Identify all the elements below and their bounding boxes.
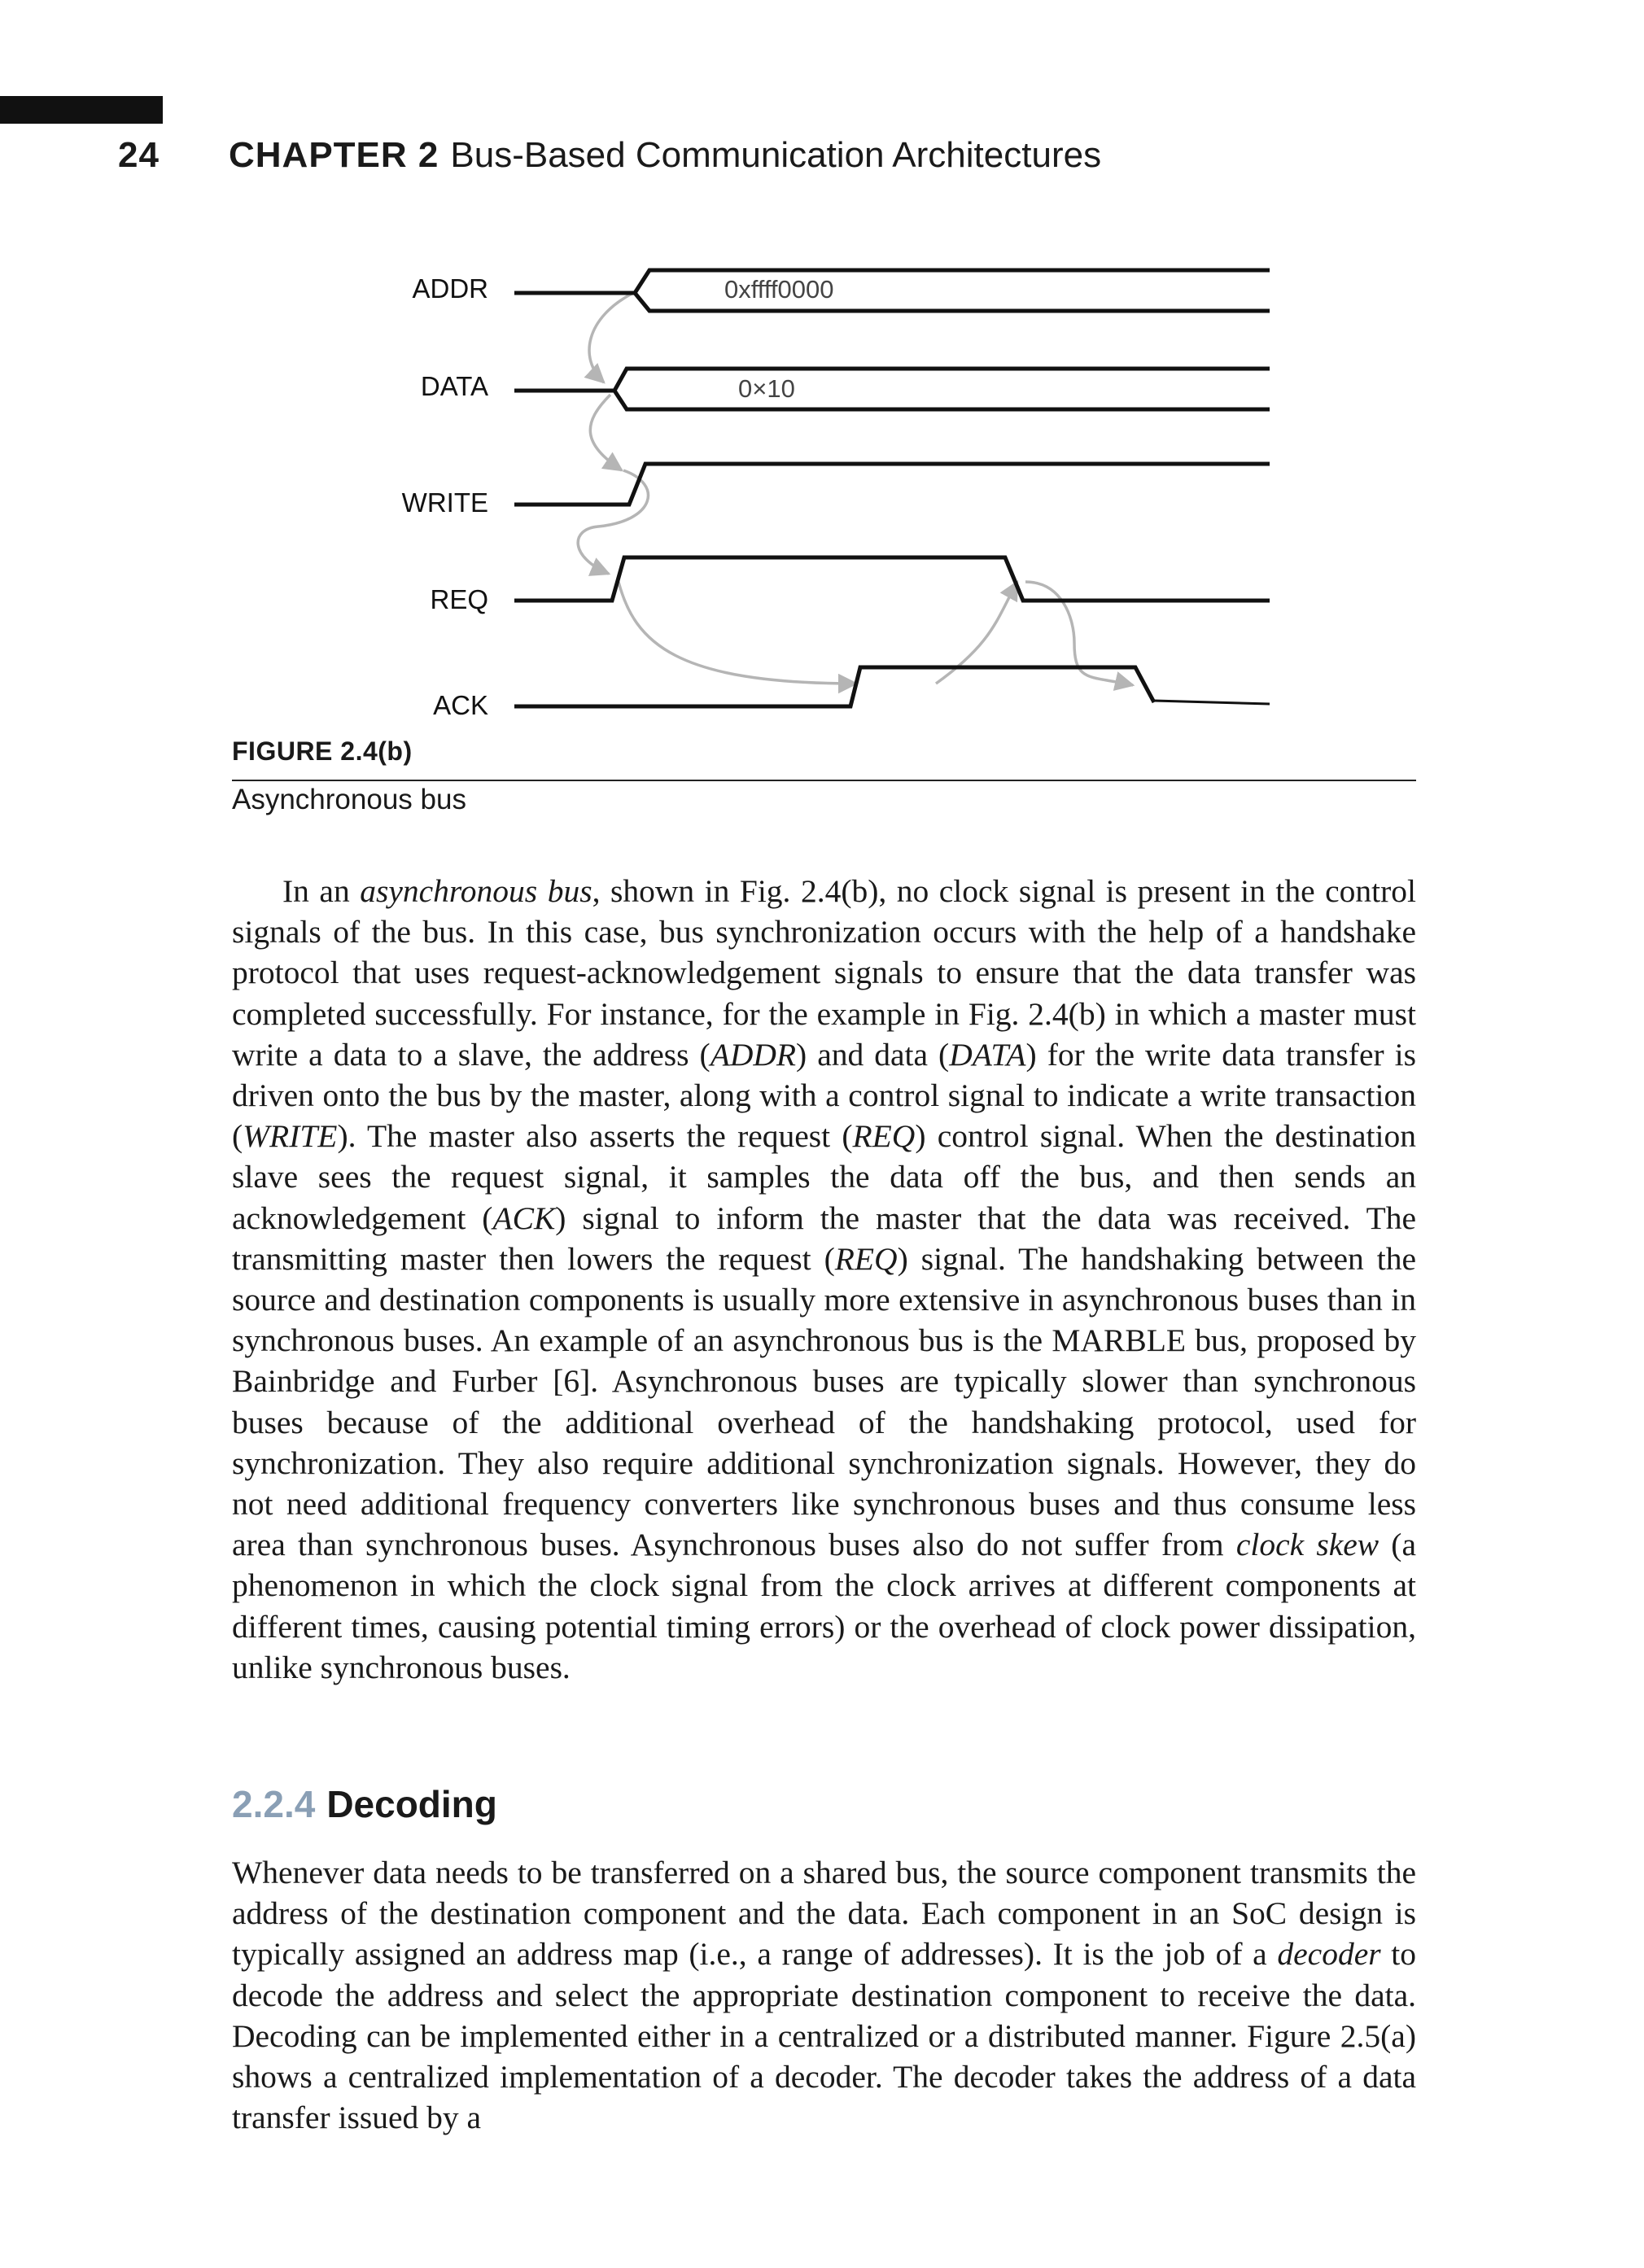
- write-wave: [514, 464, 1270, 505]
- chapter-tab-marker: [0, 96, 163, 124]
- section-heading: [232, 1782, 497, 1826]
- signal-label-addr: ADDR: [412, 273, 488, 304]
- timing-diagram-graphic: [374, 260, 1270, 732]
- data-wave-lower: [614, 391, 1270, 409]
- addr-bus-value: 0xffff0000: [724, 275, 834, 304]
- timing-diagram: [374, 260, 1270, 732]
- addr-wave-upper: [514, 270, 1270, 293]
- page-number: 24: [118, 135, 160, 175]
- signal-label-write: WRITE: [401, 487, 488, 518]
- arrow-data-to-write: [590, 395, 622, 470]
- paragraph-decoding: Whenever data needs to be transferred on a shared bus, the source component transmits the address of the destination component and the data. Each component in an SoC design is typically assigned an address map (i.e., a range of addresses). It is the job of a decoder to decode the address and select the appropriate destination component to receive the data. Decoding can be implemented either in a centralized or a distributed manner. Figure 2.5(a) shows a centralized implementation of a decoder. The decoder takes the address of a data transfer issued by a: [232, 1855, 1416, 2136]
- chapter-title: Bus-Based Communication Architectures: [450, 135, 1102, 175]
- ack-wave: [514, 667, 1154, 706]
- ack-wave-tail: [1154, 701, 1270, 704]
- running-header: [118, 135, 1101, 184]
- handshake-arrows: [578, 293, 1133, 685]
- req-wave: [514, 557, 1270, 601]
- data-bus-value: 0×10: [738, 374, 795, 403]
- signal-label-data: DATA: [420, 371, 488, 401]
- signal-label-ack: ACK: [433, 690, 488, 720]
- arrow-req-to-ack: [619, 582, 856, 684]
- figure-rule: [232, 780, 1416, 781]
- waveforms: [514, 270, 1270, 706]
- paragraph-asynchronous-bus: In an asynchronous bus, shown in Fig. 2.4(b), no clock signal is present in the control signals of the bus. In this case, bus synchronization occurs with the help of a handshake protocol that uses request-acknowledgement signals to ensure that the data transfer was completed successfully. For instance, for the example in Fig. 2.4(b) in which a master must write a data to a slave, the address (ADDR) and data (DATA) for the write data transfer is driven onto the bus by the master, along with a control signal to indicate a write transaction (WRITE). The master also asserts the request (REQ) control signal. When the destination slave sees the request signal, it samples the data off the bus, and then sends an acknowledgement (ACK) signal to inform the master that the data was received. The transmitting master then lowers the request (REQ) signal. The handshaking between the source and destination components is usually more extensive in asynchronous buses than in synchronous buses. An example of an asynchronous bus is the MARBLE bus, proposed by Bainbridge and Furber [6]. Asynchronous buses are typically slower than synchronous buses because of the additional overhead of the handshaking protocol, used for synchronization. They also require additional synchronization signals. However, they do not need additional frequency converters like synchronous buses and thus consume less area than synchronous buses. Asynchronous buses also do not suffer from clock skew (a phenomenon in which the clock signal from the clock arrives at different components at different times, causing potential timing errors) or the overhead of clock power dissipation, unlike synchronous buses.: [232, 873, 1417, 1685]
- chapter-label: CHAPTER 2: [229, 135, 439, 175]
- section-number: 2.2.4: [232, 1783, 316, 1825]
- section-title: Decoding: [326, 1783, 497, 1825]
- arrow-req-fall-to-ack-fall: [1025, 582, 1133, 685]
- data-wave-upper: [514, 369, 1270, 391]
- signal-label-req: REQ: [430, 584, 488, 614]
- figure-number: FIGURE 2.4(b): [232, 736, 413, 766]
- figure-caption: Asynchronous bus: [232, 784, 466, 815]
